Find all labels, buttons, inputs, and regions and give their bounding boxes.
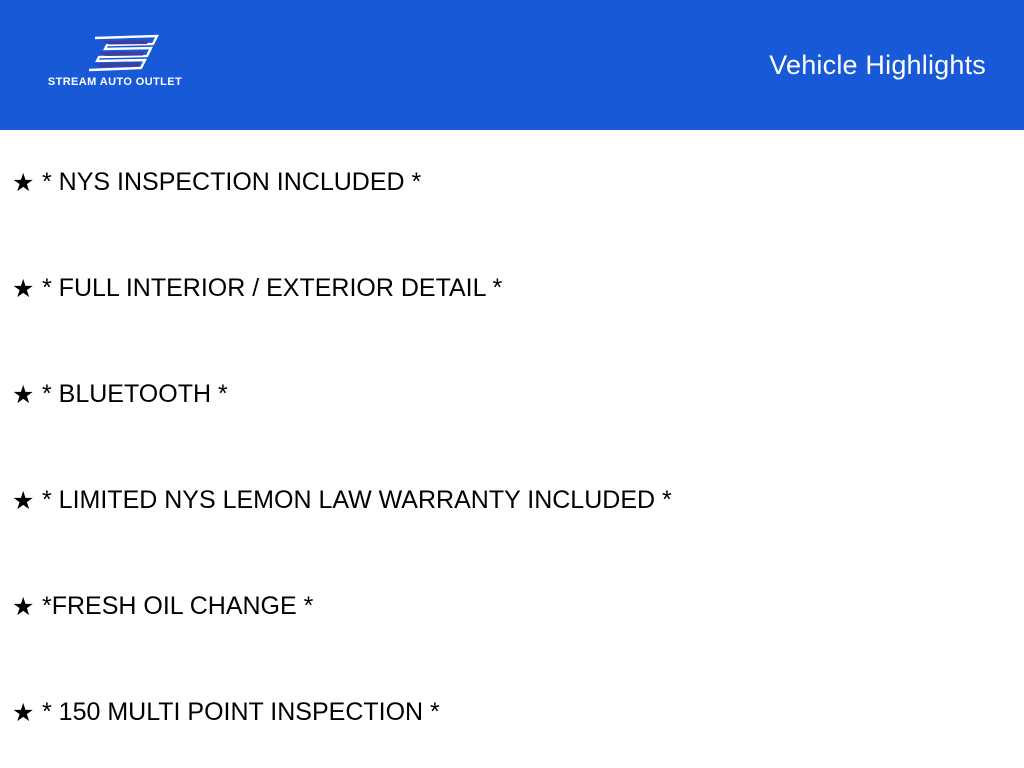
page-title: Vehicle Highlights xyxy=(769,50,986,80)
dealer-logo xyxy=(45,32,185,102)
list-item xyxy=(0,448,1024,554)
dealer-logo-text: STREAM AUTO OUTLET xyxy=(47,76,183,88)
highlight-label: * NYS INSPECTION INCLUDED * xyxy=(42,168,422,197)
star-icon: ★ xyxy=(12,698,35,727)
list-item xyxy=(0,130,1024,236)
highlight-label: * BLUETOOTH * xyxy=(42,380,228,409)
star-icon: ★ xyxy=(12,592,35,621)
star-icon: ★ xyxy=(12,168,35,197)
list-item xyxy=(0,236,1024,342)
list-item xyxy=(0,342,1024,448)
highlight-label: * LIMITED NYS LEMON LAW WARRANTY INCLUDED * xyxy=(42,486,672,515)
list-item xyxy=(0,660,1024,766)
stream-auto-outlet-logo-icon xyxy=(87,32,167,74)
highlight-label: *FRESH OIL CHANGE * xyxy=(42,592,314,621)
list-item xyxy=(0,554,1024,660)
highlight-label: * 150 MULTI POINT INSPECTION * xyxy=(42,698,440,727)
page-header xyxy=(0,0,1024,130)
star-icon: ★ xyxy=(12,380,35,409)
star-icon: ★ xyxy=(12,486,35,515)
highlight-label: * FULL INTERIOR / EXTERIOR DETAIL * xyxy=(42,274,503,303)
vehicle-highlights-list xyxy=(0,130,1024,766)
star-icon: ★ xyxy=(12,274,35,303)
